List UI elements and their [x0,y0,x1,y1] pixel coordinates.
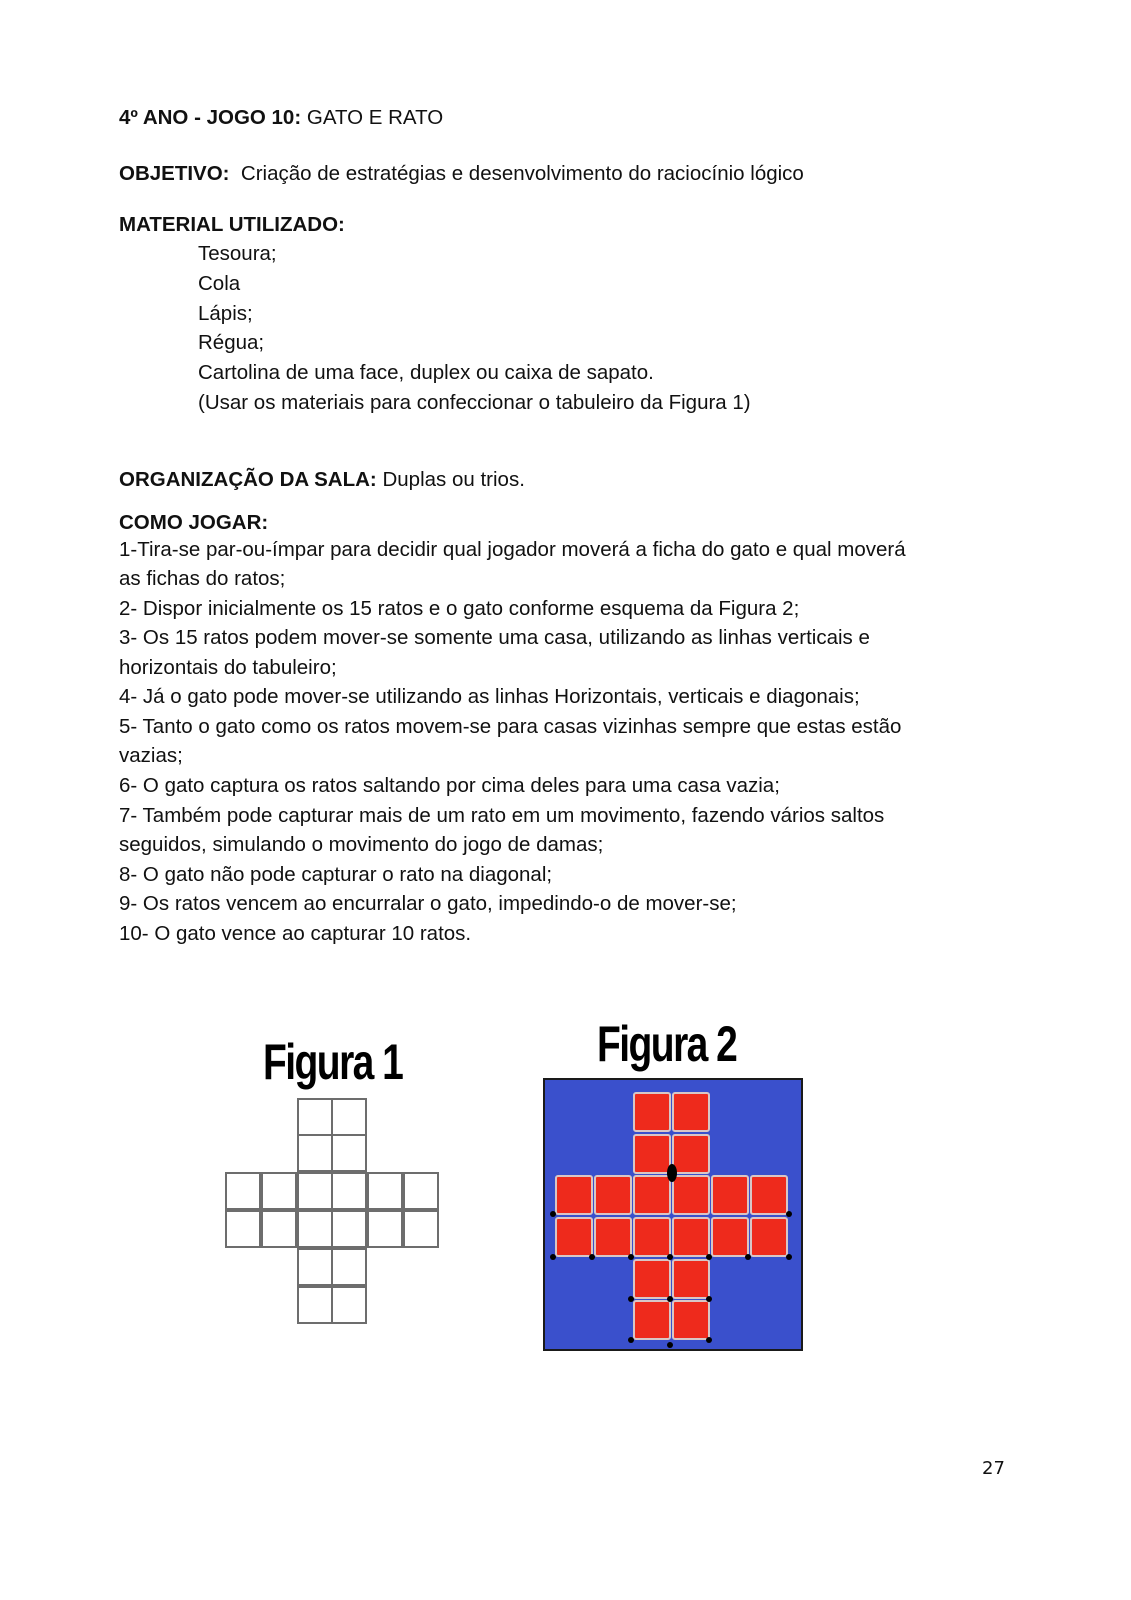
rule-line: 10- O gato vence ao capturar 10 ratos. [119,922,472,945]
board-cell [672,1134,710,1174]
rat-piece-icon [589,1254,595,1260]
rule-line: 1-Tira-se par-ou-ímpar para decidir qual jogador moverá a ficha do gato e qual moverá [119,538,906,561]
rat-piece-icon [786,1211,792,1217]
board-cell [297,1286,333,1324]
board-cell [403,1172,439,1210]
game-title-text: GATO E RATO [301,106,444,129]
material-item: Régua; [198,331,265,354]
rat-piece-icon [550,1254,556,1260]
board-cell [331,1248,367,1286]
rat-piece-icon [706,1337,712,1343]
board-cell [594,1175,632,1215]
board-cell [633,1217,671,1257]
board-cell [297,1098,333,1136]
board-cell [403,1210,439,1248]
board-cell [297,1248,333,1286]
board-cell [672,1300,710,1340]
objective-label: OBJETIVO: [119,162,230,185]
figure-2-board [543,1078,803,1351]
rule-line: 5- Tanto o gato como os ratos movem-se para casas vizinhas sempre que estas estão [119,715,902,738]
rat-piece-icon [667,1296,673,1302]
page-number: 27 [982,1458,1005,1479]
game-title [119,106,443,130]
board-cell [750,1217,788,1257]
rule-line: 6- O gato captura os ratos saltando por cima deles para uma casa vazia; [119,774,780,797]
board-cell [633,1134,671,1174]
board-cell [225,1210,261,1248]
rule-line: 7- Também pode capturar mais de um rato em um movimento, fazendo vários saltos [119,804,885,827]
rat-piece-icon [628,1254,634,1260]
board-cell [297,1210,333,1248]
figure-1-label: Figura 1 [263,1034,403,1090]
board-cell [672,1092,710,1132]
board-cell [555,1175,593,1215]
board-cell [331,1286,367,1324]
game-title-label: 4º ANO - JOGO 10: [119,106,302,129]
board-cell [297,1134,333,1172]
board-cell [331,1210,367,1248]
rat-piece-icon [667,1254,673,1260]
rule-line: 4- Já o gato pode mover-se utilizando as linhas Horizontais, verticais e diagonais; [119,685,860,708]
board-cell [331,1172,367,1210]
board-cell [672,1259,710,1299]
board-cell [367,1210,403,1248]
objective [119,162,804,186]
rat-piece-icon [745,1254,751,1260]
material-item: Lápis; [198,302,253,325]
rule-line: vazias; [119,744,183,767]
objective-text: Criação de estratégias e desenvolvimento do raciocínio lógico [229,162,804,185]
board-cell [331,1134,367,1172]
rule-line: as fichas do ratos; [119,567,286,590]
board-cell [672,1217,710,1257]
board-cell [633,1092,671,1132]
figure-2-label: Figura 2 [597,1016,737,1072]
room-organization [119,468,525,492]
material-item: Cola [198,272,241,295]
rat-piece-icon [706,1254,712,1260]
board-cell [750,1175,788,1215]
board-cell [261,1210,297,1248]
rule-line: seguidos, simulando o movimento do jogo de damas; [119,833,604,856]
board-cell [633,1175,671,1215]
board-cell [225,1172,261,1210]
rat-piece-icon [628,1337,634,1343]
rat-piece-icon [628,1296,634,1302]
board-cell [367,1172,403,1210]
rat-piece-icon [667,1342,673,1348]
board-cell [633,1300,671,1340]
room-organization-text: Duplas ou trios. [376,468,525,491]
board-cell [331,1098,367,1136]
room-organization-label: ORGANIZAÇÃO DA SALA: [119,468,377,491]
rule-line: 8- O gato não pode capturar o rato na diagonal; [119,863,553,886]
board-cell [711,1175,749,1215]
material-heading: MATERIAL UTILIZADO: [119,213,345,236]
how-to-play-heading: COMO JOGAR: [119,511,269,534]
rule-line: 2- Dispor inicialmente os 15 ratos e o gato conforme esquema da Figura 2; [119,597,800,620]
board-cell [672,1175,710,1215]
board-cell [594,1217,632,1257]
material-item: Cartolina de uma face, duplex ou caixa de sapato. [198,361,654,384]
rule-line: 9- Os ratos vencem ao encurralar o gato, impedindo-o de mover-se; [119,892,737,915]
board-cell [297,1172,333,1210]
rule-line: 3- Os 15 ratos podem mover-se somente uma casa, utilizando as linhas verticais e [119,626,870,649]
board-cell [261,1172,297,1210]
rat-piece-icon [550,1211,556,1217]
rule-line: horizontais do tabuleiro; [119,656,337,679]
board-cell [555,1217,593,1257]
rat-piece-icon [706,1296,712,1302]
cat-piece-icon [667,1164,677,1182]
board-cell [633,1259,671,1299]
material-item: Tesoura; [198,242,277,265]
rat-piece-icon [786,1254,792,1260]
board-cell [711,1217,749,1257]
material-note: (Usar os materiais para confeccionar o tabuleiro da Figura 1) [198,391,751,414]
